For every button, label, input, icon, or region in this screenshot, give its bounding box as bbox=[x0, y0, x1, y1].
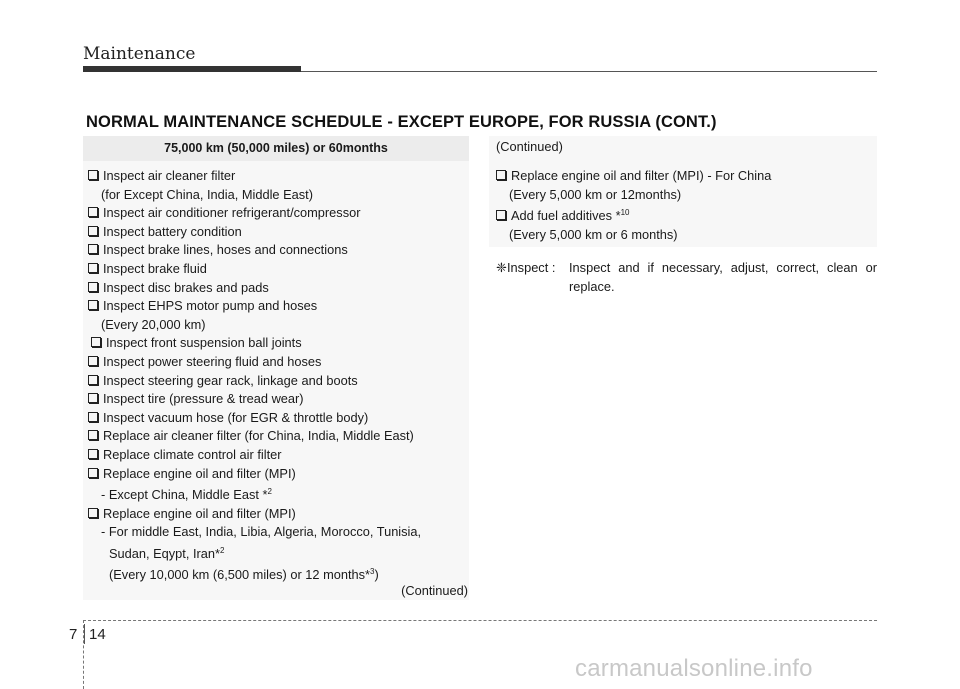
chapter-number: 7 bbox=[69, 626, 78, 643]
page-number-separator bbox=[84, 624, 85, 644]
running-head: Maintenance bbox=[83, 44, 196, 64]
checkbox-icon bbox=[88, 300, 98, 310]
note-mark-icon: ❈ bbox=[496, 260, 507, 275]
left-checklist bbox=[88, 167, 466, 585]
list-item: Inspect disc brakes and pads bbox=[88, 279, 466, 298]
checkbox-icon bbox=[88, 375, 98, 385]
list-item-note: (Every 5,000 km or 6 months) bbox=[509, 226, 678, 242]
header-bar bbox=[83, 66, 301, 72]
list-item: Inspect power steering fluid and hoses bbox=[88, 353, 466, 372]
list-item: Inspect brake lines, hoses and connections bbox=[88, 241, 466, 260]
section-title: NORMAL MAINTENANCE SCHEDULE - EXCEPT EUROPE, FOR RUSSIA (CONT.) bbox=[86, 113, 717, 131]
list-item: Replace air cleaner filter (for China, India, Middle East) bbox=[88, 427, 466, 446]
checkbox-icon bbox=[88, 430, 98, 440]
list-item: Add fuel additives *$^{10}$ bbox=[496, 204, 872, 226]
footnote-ref: 2 bbox=[219, 545, 225, 555]
checkbox-icon bbox=[88, 508, 98, 518]
list-item-note: (Every 10,000 km (6,500 miles) or 12 months*$^3$) bbox=[109, 567, 379, 583]
checkbox-icon bbox=[496, 210, 506, 220]
note-text: Inspect and if necessary, adjust, correct, clean or replace. bbox=[569, 260, 877, 294]
list-item-note: (for Except China, India, Middle East) bbox=[101, 186, 313, 202]
list-item: Replace engine oil and filter (MPI) bbox=[88, 465, 466, 484]
list-item-note: (Every 20,000 km) bbox=[101, 316, 206, 332]
list-item: Inspect vacuum hose (for EGR & throttle body) bbox=[88, 409, 466, 428]
list-item: Inspect air conditioner refrigerant/compressor bbox=[88, 204, 466, 223]
page-number: 14 bbox=[89, 626, 106, 643]
left-continued: (Continued) bbox=[401, 583, 468, 598]
checkbox-icon bbox=[496, 170, 506, 180]
list-item: Replace climate control air filter bbox=[88, 446, 466, 465]
checkbox-icon bbox=[88, 263, 98, 273]
checkbox-icon bbox=[88, 170, 98, 180]
checkbox-icon bbox=[88, 244, 98, 254]
list-item: Inspect EHPS motor pump and hoses bbox=[88, 297, 466, 316]
note-term: Inspect : bbox=[507, 260, 556, 275]
footer-rule bbox=[83, 620, 877, 621]
footnote-ref: 2 bbox=[267, 487, 272, 497]
header-rule bbox=[301, 71, 877, 72]
checkbox-icon bbox=[88, 356, 98, 366]
right-checklist bbox=[496, 167, 872, 244]
list-item: Inspect air cleaner filter bbox=[88, 167, 466, 186]
inspect-note bbox=[496, 259, 877, 296]
watermark: carmanualsonline.info bbox=[575, 655, 813, 682]
list-item: Inspect tire (pressure & tread wear) bbox=[88, 390, 466, 409]
checkbox-icon bbox=[88, 412, 98, 422]
checkbox-icon bbox=[88, 393, 98, 403]
note-row bbox=[496, 259, 877, 296]
list-item-note: - For middle East, India, Libia, Algeria, Morocco, Tunisia, bbox=[101, 524, 422, 540]
list-item: Inspect battery condition bbox=[88, 223, 466, 242]
checkbox-icon bbox=[88, 207, 98, 217]
list-item-note: (Every 5,000 km or 12months) bbox=[509, 186, 682, 202]
list-item: Inspect brake fluid bbox=[88, 260, 466, 279]
list-item: Replace engine oil and filter (MPI) - For China bbox=[496, 167, 872, 186]
list-item: Inspect front suspension ball joints bbox=[88, 334, 466, 353]
footnote-ref: 10 bbox=[620, 208, 630, 218]
right-continued: (Continued) bbox=[496, 139, 563, 154]
list-item: Inspect steering gear rack, linkage and boots bbox=[88, 372, 466, 391]
footnote-ref: 3 bbox=[370, 567, 375, 577]
left-panel-heading: 75,000 km (50,000 miles) or 60months bbox=[83, 136, 469, 161]
checkbox-icon bbox=[88, 282, 98, 292]
list-item-note: Sudan, Eqypt, Iran*$^2$ bbox=[109, 545, 225, 561]
checkbox-icon bbox=[88, 226, 98, 236]
checkbox-icon bbox=[88, 468, 98, 478]
checkbox-icon bbox=[91, 337, 101, 347]
list-item-note: - Except China, Middle East *$^2$ bbox=[101, 487, 272, 503]
checkbox-icon bbox=[88, 449, 98, 459]
list-item: Replace engine oil and filter (MPI) bbox=[88, 505, 466, 524]
